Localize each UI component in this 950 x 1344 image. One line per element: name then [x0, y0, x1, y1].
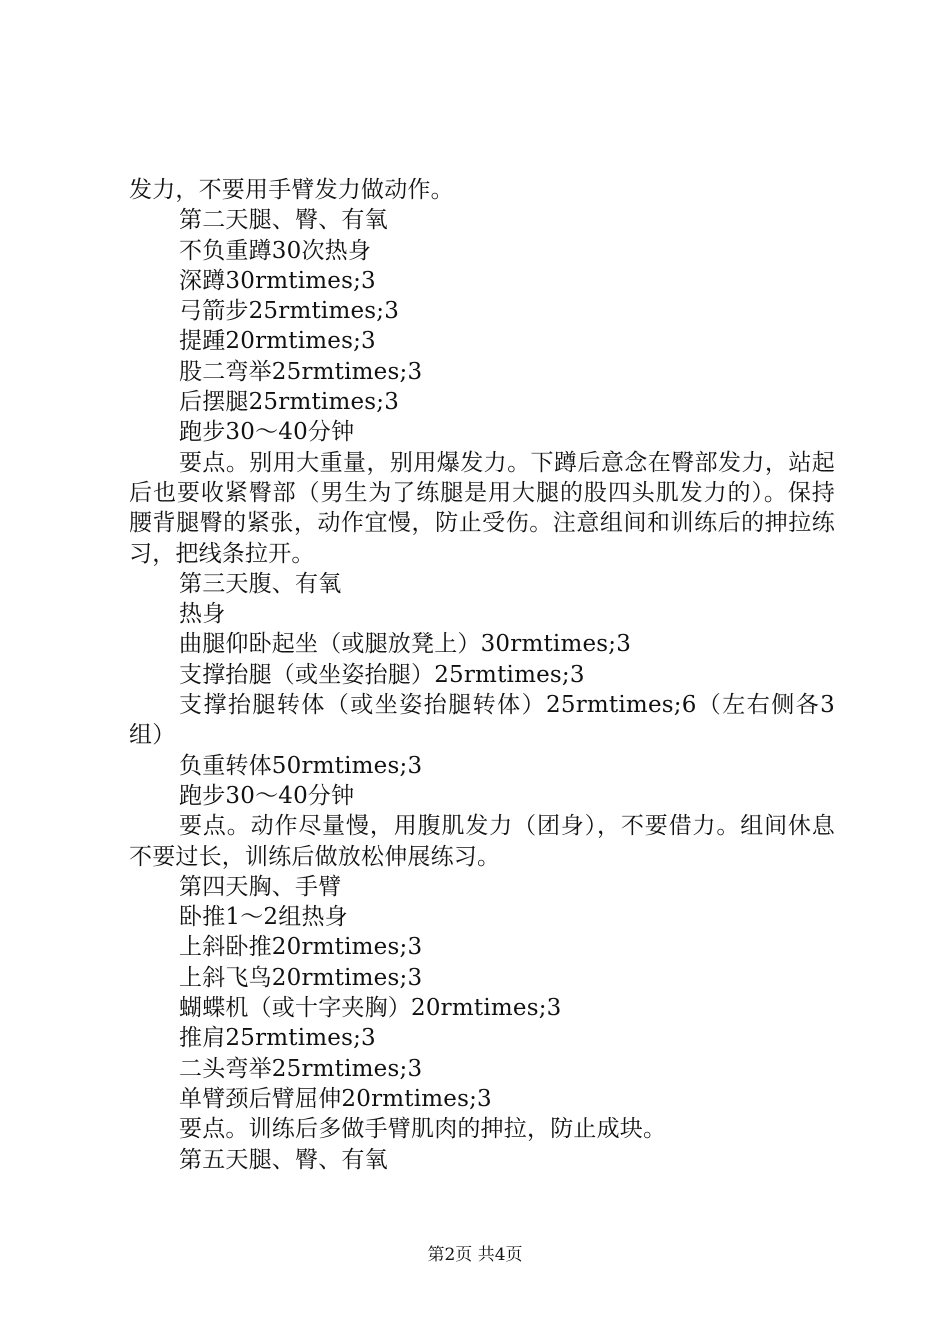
exercise-line: 上斜卧推20rmtimes;3 — [179, 934, 423, 961]
section-heading-day-3: 第三天腹、有氧 — [179, 570, 342, 597]
exercise-line: 支撑抬腿转体（或坐姿抬腿转体）25rmtimes;6（左右侧各3组） — [129, 692, 835, 749]
exercise-line: 卧推1～2组热身 — [179, 904, 348, 931]
key-points-paragraph: 要点。训练后多做手臂肌肉的抻拉，防止成块。 — [179, 1116, 667, 1143]
key-points-paragraph: 要点。别用大重量，别用爆发力。下蹲后意念在臀部发力，站起后也要收紧臀部（男生为了练腿是用大腿的股四头肌发力的）。保持腰背腿臀的紧张，动作宜慢，防止受伤。注意组间和训练后的抻拉练习，把线条拉开。 — [129, 449, 835, 567]
exercise-line: 深蹲30rmtimes;3 — [179, 267, 376, 294]
page-number-footer: 第2页 共4页 — [427, 1245, 523, 1265]
paragraph: 发力，不要用手臂发力做动作。 — [129, 177, 454, 203]
exercise-line: 跑步30～40分钟 — [179, 782, 355, 809]
exercise-line: 弓箭步25rmtimes;3 — [179, 298, 400, 325]
exercise-line: 提踵20rmtimes;3 — [179, 328, 376, 355]
exercise-line: 负重转体50rmtimes;3 — [179, 752, 423, 779]
exercise-line: 股二弯举25rmtimes;3 — [179, 358, 423, 385]
section-heading-day-4: 第四天胸、手臂 — [179, 873, 342, 900]
exercise-line: 热身 — [179, 601, 226, 628]
exercise-line: 蝴蝶机（或十字夹胸）20rmtimes;3 — [179, 995, 562, 1022]
exercise-line: 单臂颈后臂屈伸20rmtimes;3 — [179, 1085, 492, 1112]
section-heading-day-5: 第五天腿、臀、有氧 — [179, 1146, 388, 1173]
exercise-line: 二头弯举25rmtimes;3 — [179, 1055, 423, 1082]
exercise-line: 上斜飞鸟20rmtimes;3 — [179, 964, 423, 991]
key-points-paragraph: 要点。动作尽量慢，用腹肌发力（团身），不要借力。组间休息不要过长，训练后做放松伸展练习。 — [129, 813, 835, 870]
exercise-line: 不负重蹲30次热身 — [179, 237, 372, 264]
exercise-line: 曲腿仰卧起坐（或腿放凳上）30rmtimes;3 — [179, 631, 632, 658]
document-body — [129, 175, 835, 1175]
exercise-line: 推肩25rmtimes;3 — [179, 1025, 376, 1052]
exercise-line: 后摆腿25rmtimes;3 — [179, 389, 400, 416]
section-heading-day-2: 第二天腿、臀、有氧 — [179, 207, 388, 234]
exercise-line: 支撑抬腿（或坐姿抬腿）25rmtimes;3 — [179, 661, 585, 688]
exercise-line: 跑步30～40分钟 — [179, 419, 355, 446]
